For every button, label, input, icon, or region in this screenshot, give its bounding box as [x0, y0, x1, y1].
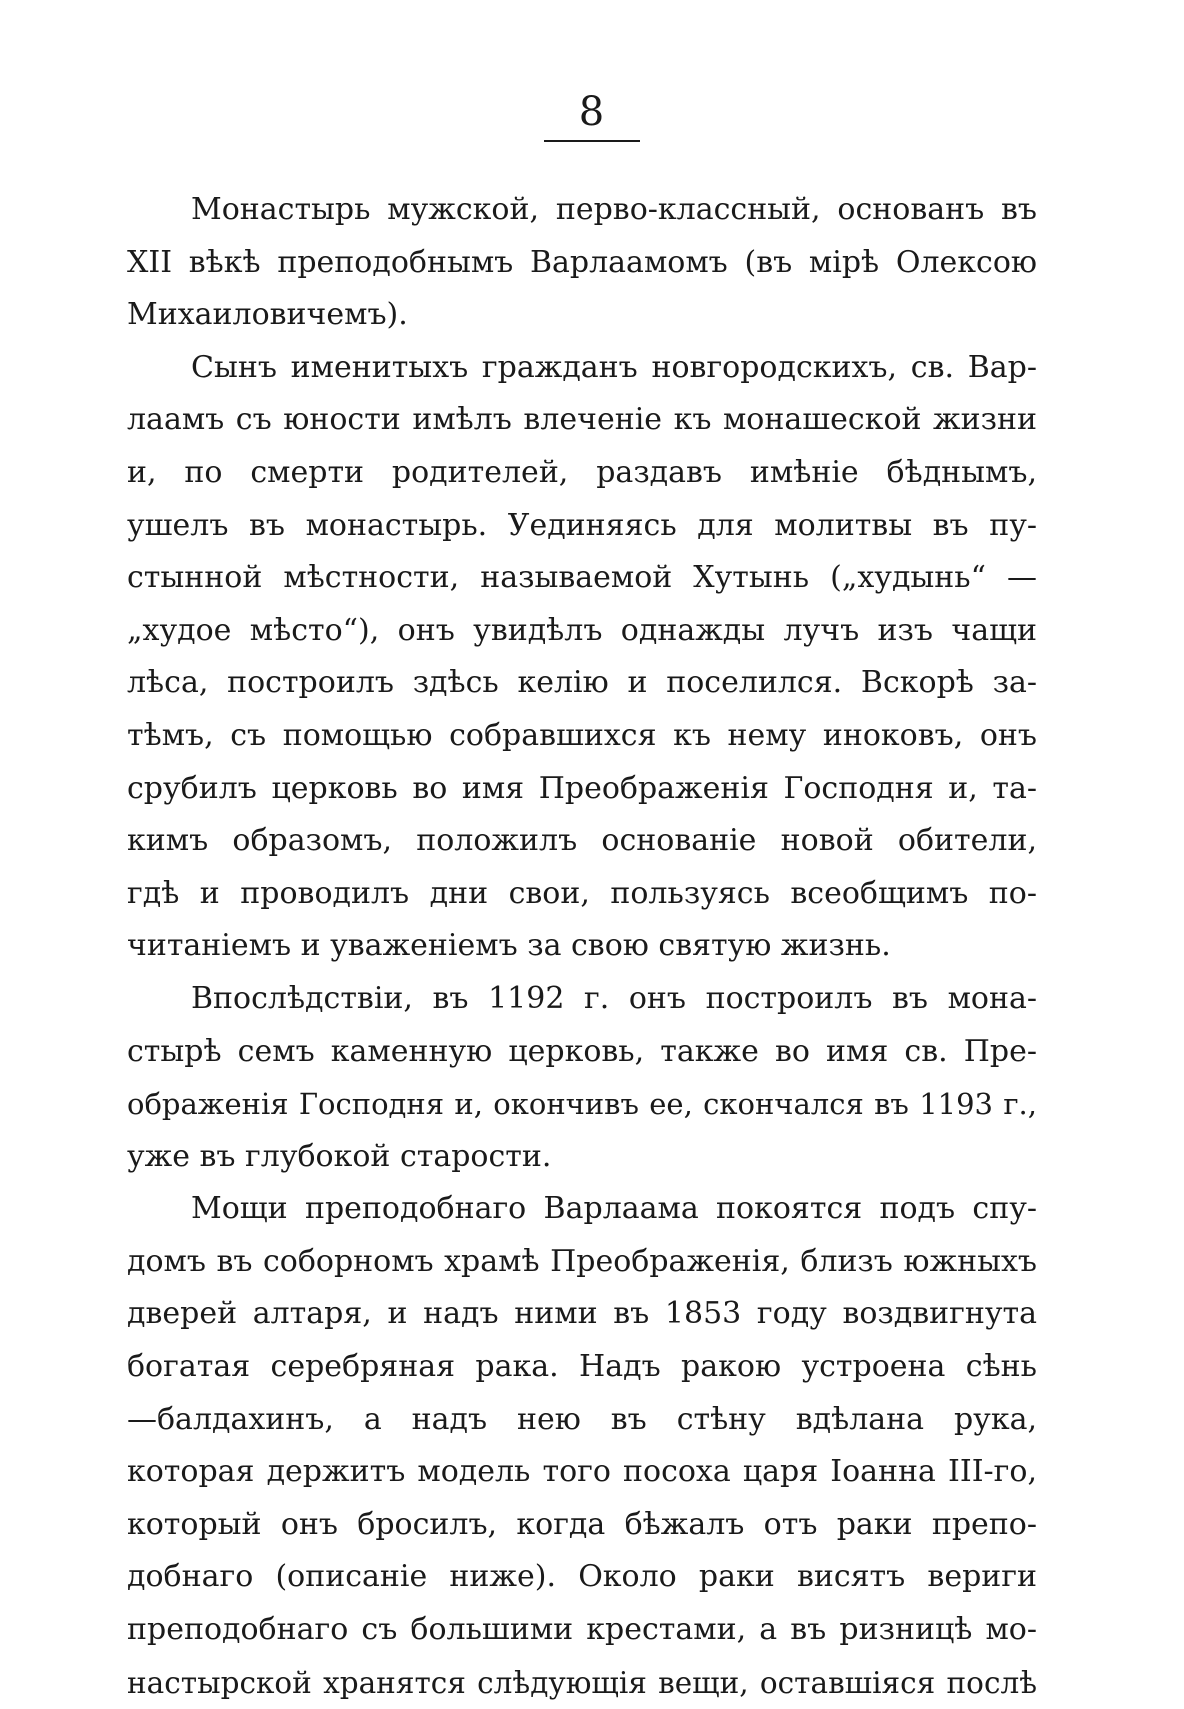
text-line: уже въ глубокой старости.	[127, 1138, 552, 1174]
text-line: гдѣ и проводилъ дни свои, пользуясь всеобщимъ по-	[127, 875, 1037, 911]
text-line: ушелъ въ монастырь. Уединяясь для молитвы въ пу-	[127, 507, 1037, 543]
text-line: XII вѣкѣ преподобнымъ Варлаамомъ (въ мірѣ Олексою	[127, 244, 1037, 280]
text-line: настырской хранятся слѣдующія вещи, оставшіяся послѣ	[127, 1665, 1037, 1700]
text-line: и, по смерти родителей, раздавъ имѣніе бѣднымъ,	[127, 454, 1037, 490]
text-line: Монастырь мужской, перво-классный, основанъ въ	[191, 192, 1037, 227]
paragraph-1	[127, 184, 1037, 342]
text-body	[127, 184, 1037, 1709]
text-line: „худое мѣсто“), онъ увидѣлъ однажды лучъ изъ чащи	[127, 612, 1037, 648]
text-line: который онъ бросилъ, когда бѣжалъ отъ раки препо-	[127, 1506, 1037, 1542]
paragraph-2	[127, 342, 1037, 973]
text-line: —балдахинъ, а надъ нею въ стѣну вдѣлана рука,	[127, 1401, 1037, 1437]
text-line: стырѣ семъ каменную церковь, также во имя св. Пре-	[127, 1033, 1037, 1069]
text-line: кимъ образомъ, положилъ основаніе новой обители,	[127, 823, 1037, 859]
text-line: стынной мѣстности, называемой Хутынь („худынь“ —	[127, 560, 1037, 596]
text-line: лѣса, построилъ здѣсь келію и поселился. Вскорѣ за-	[127, 665, 1037, 701]
text-line: которая держитъ модель того посоха царя Іоанна III-го,	[127, 1454, 1037, 1490]
text-line: дверей алтаря, и надъ ними въ 1853 году воздвигнута	[127, 1296, 1037, 1332]
text-line: домъ въ соборномъ храмѣ Преображенія, близъ южныхъ	[127, 1243, 1037, 1279]
text-line: преподобнаго съ большими крестами, а въ ризницѣ мо-	[127, 1612, 1037, 1648]
text-line: Сынъ именитыхъ гражданъ новгородскихъ, св. Вар-	[191, 349, 1037, 385]
text-line: читаніемъ и уваженіемъ за свою святую жизнь.	[127, 928, 891, 964]
page-number-rule	[544, 140, 640, 142]
text-line: лаамъ съ юности имѣлъ влеченіе къ монашеской жизни	[127, 402, 1037, 438]
paragraph-4	[127, 1183, 1037, 1709]
text-line: ображенія Господня и, окончивъ ее, скончался въ 1193 г.,	[127, 1087, 1037, 1122]
text-line: Мощи преподобнаго Варлаама покоятся подъ спу-	[191, 1191, 1037, 1227]
page-number: 8	[578, 89, 606, 135]
text-line: Впослѣдствіи, въ 1192 г. онъ построилъ въ мона-	[191, 980, 1037, 1016]
text-line: Михаиловичемъ).	[127, 297, 408, 333]
text-line: срубилъ церковь во имя Преображенія Господня и, та-	[127, 770, 1037, 806]
text-line: тѣмъ, съ помощью собравшихся къ нему иноковъ, онъ	[127, 717, 1037, 753]
text-line: богатая серебряная рака. Надъ ракою устроена сѣнь	[127, 1349, 1037, 1385]
paragraph-3	[127, 973, 1037, 1183]
text-line: добнаго (описаніе ниже). Около раки висятъ вериги	[127, 1559, 1037, 1595]
